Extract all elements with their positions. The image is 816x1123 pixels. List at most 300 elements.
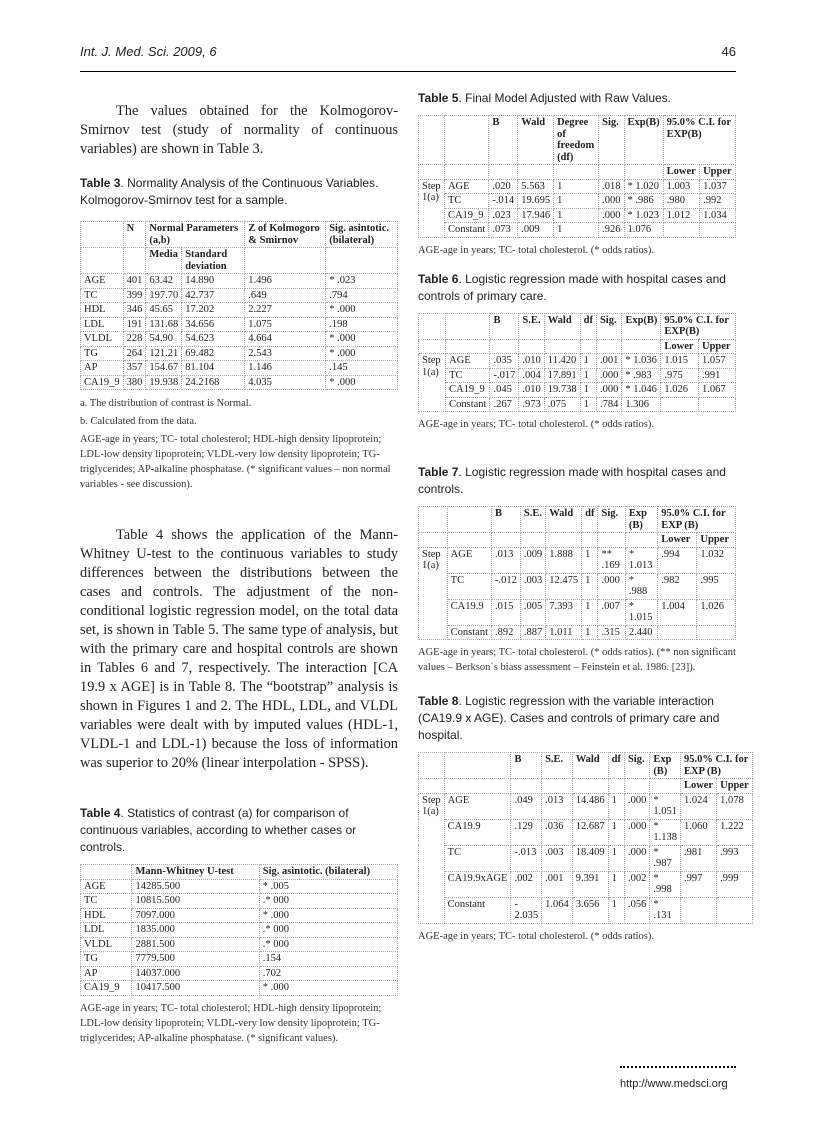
- table-cell: .000: [624, 845, 649, 871]
- table-header-cell: S.E.: [519, 313, 544, 339]
- ci-lower-header: Lower: [658, 533, 697, 548]
- table-header-row: [419, 313, 736, 339]
- table-header-cell: Exp(B): [622, 313, 661, 339]
- table-cell: 14.486: [572, 793, 608, 819]
- step-label: Step 1(a): [419, 179, 445, 237]
- table-cell: 63.42: [146, 274, 182, 289]
- table-cell: Constant: [444, 897, 511, 923]
- table-cell: 54.623: [182, 332, 245, 347]
- table-cell: 2.440: [625, 625, 657, 640]
- table-cell: 154.67: [146, 361, 182, 376]
- table-row: [81, 981, 398, 996]
- table-cell: .973: [519, 397, 544, 412]
- table-header-cell: S.E.: [520, 507, 545, 533]
- table-row: [81, 288, 398, 303]
- table-cell: -.017: [490, 368, 519, 383]
- table8-caption: Table 8. Logistic regression with the variable interaction (CA19.9 x AGE). Cases and controls of primary care and hospital.: [418, 694, 720, 742]
- table-header-row: [419, 753, 753, 779]
- table-cell: * 1.051: [650, 793, 681, 819]
- table-cell: Constant: [446, 397, 490, 412]
- table-cell: .315: [598, 625, 625, 640]
- table-cell: [697, 625, 736, 640]
- table-cell: 1.076: [624, 223, 663, 238]
- table-cell: [717, 897, 753, 923]
- table-cell: 1: [608, 793, 624, 819]
- body-paragraph: Table 4 shows the application of the Mann-Whitney U-test to the continuous variables to study differences between the distributions between the cases and controls. The adjustment of the non-conditional logistic regression model, on the total data set, is shown in Table 5. The same type of analysis, but with the primary care and hospital controls are shown in Tables 6 and 7, respectively. The interaction [CA 19.9 x AGE] is in Table 8. The “bootstrap” analysis is shown in Figures 1 and 2. The HDL, LDL, and VLDL variables were dealt with by imputed values (HDL-1, VLDL-1 and LDL-1) because the loss of information was superior to 20% (linear interpolation - SPSS).: [80, 527, 398, 771]
- table-cell: LDL: [81, 317, 124, 332]
- table6: [418, 313, 736, 413]
- table-cell: 1.011: [546, 625, 582, 640]
- table-cell: .980: [663, 194, 699, 209]
- table-cell: .892: [492, 625, 521, 640]
- table-header-cell: Sig.: [599, 116, 624, 165]
- table-header-cell: Wald: [572, 753, 608, 779]
- table-cell: CA19.9xAGE: [444, 871, 511, 897]
- table-cell: 121.21: [146, 346, 182, 361]
- table-cell: * 1.046: [622, 383, 661, 398]
- table-cell: * .986: [624, 194, 663, 209]
- table-cell: [663, 223, 699, 238]
- table-cell: -.012: [492, 573, 521, 599]
- table-header-cell: Degree of freedom (df): [554, 116, 599, 165]
- table-header-cell: 95.0% C.I. for EXP(B): [661, 313, 736, 339]
- table-cell: * .988: [625, 573, 657, 599]
- table-cell: * .131: [650, 897, 681, 923]
- table-header-cell: Sig.: [624, 753, 649, 779]
- table-cell: * .005: [259, 879, 397, 894]
- table3-note-a: a. The distribution of contrast is Normal.: [80, 398, 252, 409]
- table-cell: .003: [520, 573, 545, 599]
- table-cell: 191: [123, 317, 146, 332]
- table-cell: AGE: [444, 179, 488, 194]
- table-cell: 1: [608, 845, 624, 871]
- table-cell: 9.391: [572, 871, 608, 897]
- table-header-cell: df: [582, 507, 598, 533]
- table-header-cell: B: [490, 313, 519, 339]
- table-cell: 10815.500: [132, 894, 259, 909]
- table-cell: [658, 625, 697, 640]
- table8-footnote: AGE-age in years; TC- total cholesterol. (* odds ratios).: [418, 930, 654, 942]
- table-cell: 1: [554, 223, 599, 238]
- table-cell: .023: [489, 208, 518, 223]
- table-cell: .003: [542, 845, 573, 871]
- table-cell: 357: [123, 361, 146, 376]
- table-cell: * .000: [326, 332, 398, 347]
- table-cell: AGE: [447, 547, 491, 573]
- left-column: [80, 102, 398, 1046]
- table-cell: .009: [520, 547, 545, 573]
- table-cell: * .000: [259, 981, 397, 996]
- table5: [418, 115, 736, 238]
- intro-paragraph: The values obtained for the Kolmogorov-Smirnov test (study of normality of continuous variables) are shown in Table 3.: [80, 103, 398, 157]
- table-cell: 18.409: [572, 845, 608, 871]
- table-cell: 7097.000: [132, 908, 259, 923]
- table-row: [81, 923, 398, 938]
- table-header-row: [419, 116, 736, 165]
- table-cell: * 1.036: [622, 354, 661, 369]
- table-cell: AGE: [81, 274, 124, 289]
- table-cell: VLDL: [81, 937, 132, 952]
- table-row: [419, 383, 736, 398]
- table-cell: TC: [446, 368, 490, 383]
- table-cell: 399: [123, 288, 146, 303]
- table-cell: 1.037: [700, 179, 736, 194]
- table-cell: TG: [81, 952, 132, 967]
- table-cell: 1.034: [700, 208, 736, 223]
- ci-lower-header: Lower: [663, 165, 699, 180]
- table-cell: .002: [624, 871, 649, 897]
- table-cell: .056: [624, 897, 649, 923]
- table-cell: .013: [542, 793, 573, 819]
- table-cell: .000: [599, 194, 624, 209]
- table-cell: CA19.9: [447, 599, 491, 625]
- table6-caption: Table 6. Logistic regression made with hospital cases and controls of primary care.: [418, 271, 726, 303]
- table-cell: 1.146: [245, 361, 326, 376]
- table-header-cell: Sig.: [598, 507, 625, 533]
- table-header-cell: df: [608, 753, 624, 779]
- footer-rule: [620, 1066, 736, 1068]
- table-cell: 1.060: [680, 819, 716, 845]
- table-cell: VLDL: [81, 332, 124, 347]
- table-cell: .982: [658, 573, 697, 599]
- table3-note-b: b. Calculated from the data.: [80, 416, 197, 427]
- table-cell: 1.496: [245, 274, 326, 289]
- table-cell: 14.890: [182, 274, 245, 289]
- table-cell: 380: [123, 375, 146, 390]
- table-cell: 24.2168: [182, 375, 245, 390]
- table-cell: .018: [599, 179, 624, 194]
- table-cell: .* 000: [259, 923, 397, 938]
- table-cell: .997: [680, 871, 716, 897]
- table-cell: 45.65: [146, 303, 182, 318]
- table-cell: .702: [259, 966, 397, 981]
- table-cell: .129: [511, 819, 542, 845]
- table-row: [81, 332, 398, 347]
- table-row: [81, 937, 398, 952]
- table-cell: 54.90: [146, 332, 182, 347]
- table-cell: 42.737: [182, 288, 245, 303]
- table-cell: .784: [596, 397, 621, 412]
- table-cell: 14037.000: [132, 966, 259, 981]
- ci-upper-header: Upper: [700, 165, 736, 180]
- table-cell: 1: [608, 897, 624, 923]
- table-cell: 69.482: [182, 346, 245, 361]
- ci-upper-header: Upper: [697, 533, 736, 548]
- table-cell: * 1.023: [624, 208, 663, 223]
- table-cell: 1.015: [661, 354, 699, 369]
- table-header-row: [419, 507, 736, 533]
- table-cell: .995: [697, 573, 736, 599]
- table-row: [81, 317, 398, 332]
- table-header-row: [419, 339, 736, 354]
- table-cell: .999: [717, 871, 753, 897]
- table-cell: AGE: [446, 354, 490, 369]
- table-cell: .267: [490, 397, 519, 412]
- table-cell: CA19.9: [444, 819, 511, 845]
- table-row: [81, 952, 398, 967]
- table-cell: 197.70: [146, 288, 182, 303]
- table-cell: 2.227: [245, 303, 326, 318]
- table-cell: CA19_9: [444, 208, 488, 223]
- table-cell: .007: [598, 599, 625, 625]
- table-cell: 1.057: [699, 354, 736, 369]
- table-cell: .887: [520, 625, 545, 640]
- table-row: [81, 346, 398, 361]
- table-header-row: [419, 165, 736, 180]
- table-cell: .001: [596, 354, 621, 369]
- table-cell: [661, 397, 699, 412]
- table-row: [419, 793, 753, 819]
- table-cell: * 1.138: [650, 819, 681, 845]
- table-cell: 264: [123, 346, 146, 361]
- table-cell: 14285.500: [132, 879, 259, 894]
- table5-caption: Table 5. Final Model Adjusted with Raw Values.: [418, 91, 672, 105]
- table-cell: CA19_9: [81, 375, 124, 390]
- table-cell: .154: [259, 952, 397, 967]
- table-header-cell: 95.0% C.I. for EXP(B): [663, 116, 735, 165]
- table-header-cell: Sig.: [596, 313, 621, 339]
- table-cell: .145: [326, 361, 398, 376]
- table3: N Normal Parameters (a,b) Z of Kolmogoro & Smirnov Sig. asintotic. (bilateral) Media Standard deviation AGE 401 63.42 14.890 1.496 * .023 TC 399 197.70 42.737 .649 .794 HDL 346 45.65 17.202 2.227 * .000 LDL 191 131.68 34.656 1.075 .198 VLDL 228 54.90 54.623 4.664 * .000 TG 264 121.21 69.482 2.543 * .000 AP 357 154.67 81.104 1.146 .145 CA19_9 380 19.938 24.2168 4.035 * .000: [80, 221, 398, 390]
- right-column: [418, 90, 749, 944]
- table-cell: * 1.013: [625, 547, 657, 573]
- table-cell: 1.075: [245, 317, 326, 332]
- table-cell: 12.687: [572, 819, 608, 845]
- ci-lower-header: Lower: [661, 339, 699, 354]
- table-cell: 5.563: [518, 179, 554, 194]
- table-cell: .991: [699, 368, 736, 383]
- table-cell: 1.222: [717, 819, 753, 845]
- table-cell: * .000: [259, 908, 397, 923]
- table-cell: 1: [582, 599, 598, 625]
- table-cell: .002: [511, 871, 542, 897]
- table-cell: 1: [580, 383, 596, 398]
- table-cell: 1: [608, 819, 624, 845]
- table-row: [81, 908, 398, 923]
- table3-caption: Table 3. Normality Analysis of the Continuous Variables. Kolmogorov-Smirnov test for a sample.: [80, 176, 379, 207]
- table-cell: 4.664: [245, 332, 326, 347]
- table-row: [81, 894, 398, 909]
- ci-upper-header: Upper: [699, 339, 736, 354]
- table-cell: .975: [661, 368, 699, 383]
- table-row: [419, 208, 736, 223]
- table-header-cell: B: [489, 116, 518, 165]
- table-cell: 1: [554, 179, 599, 194]
- table-cell: 1.078: [717, 793, 753, 819]
- table-cell: AGE: [444, 793, 511, 819]
- table-cell: * .000: [326, 346, 398, 361]
- table-cell: 131.68: [146, 317, 182, 332]
- table-cell: Constant: [444, 223, 488, 238]
- table4: Mann-Whitney U-test Sig. asintotic. (bilateral) AGE 14285.500 * .005 TC 10815.500 .* 000 HDL 7097.000 * .000 LDL 1835.000 .* 000 VLDL 2881.500 .* 000 TG 7779.500 .154 AP 14037.000 .702 CA19_9 10417.500 * .000: [80, 864, 398, 996]
- table-cell: 1.026: [661, 383, 699, 398]
- table-row: [419, 897, 753, 923]
- table-header-cell: S.E.: [542, 753, 573, 779]
- table-cell: .198: [326, 317, 398, 332]
- table-cell: 12.475: [546, 573, 582, 599]
- table-cell: * .000: [326, 375, 398, 390]
- table-row: [81, 361, 398, 376]
- table-cell: 1: [582, 625, 598, 640]
- table-row: [419, 397, 736, 412]
- table-cell: 19.738: [544, 383, 580, 398]
- table-header-cell: Exp(B): [624, 116, 663, 165]
- table4-footnote: AGE-age in years; TC- total cholesterol; HDL-high density lipoprotein; LDL-low density lipoprotein; VLDL-very low density lipoprotein; TG-triglycerides; AP-alkaline phosphatase. (* significant values).: [80, 1002, 382, 1044]
- table-cell: .992: [700, 194, 736, 209]
- step-label: Step 1(a): [419, 354, 446, 412]
- table-cell: .993: [717, 845, 753, 871]
- table-cell: 346: [123, 303, 146, 318]
- table-cell: .000: [624, 793, 649, 819]
- table-cell: TC: [444, 845, 511, 871]
- table-cell: 1.032: [697, 547, 736, 573]
- table-header-cell: B: [511, 753, 542, 779]
- table-row: [81, 274, 398, 289]
- table4-caption: Table 4. Statistics of contrast (a) for comparison of continuous variables, according to whether cases or controls.: [80, 806, 357, 854]
- table-cell: .000: [624, 819, 649, 845]
- table-cell: .000: [599, 208, 624, 223]
- table-cell: 7.393: [546, 599, 582, 625]
- table-cell: AP: [81, 361, 124, 376]
- table-header-cell: df: [580, 313, 596, 339]
- table-cell: .010: [519, 354, 544, 369]
- table-row: [419, 179, 736, 194]
- table-cell: .045: [490, 383, 519, 398]
- ci-upper-header: Upper: [717, 779, 753, 794]
- table-cell: 228: [123, 332, 146, 347]
- table6-footnote: AGE-age in years; TC- total cholesterol. (* odds ratios).: [418, 419, 654, 430]
- table-cell: -.013: [511, 845, 542, 871]
- table-row: [81, 303, 398, 318]
- table-cell: Constant: [447, 625, 491, 640]
- table-cell: 1: [608, 871, 624, 897]
- table-row: [81, 375, 398, 390]
- table-cell: - 2.035: [511, 897, 542, 923]
- table-cell: 7779.500: [132, 952, 259, 967]
- table-cell: ** .169: [598, 547, 625, 573]
- table-cell: TC: [81, 894, 132, 909]
- table-header-cell: Wald: [546, 507, 582, 533]
- ci-lower-header: Lower: [680, 779, 716, 794]
- table-cell: * .983: [622, 368, 661, 383]
- table-row: [419, 194, 736, 209]
- table-row: [419, 625, 736, 640]
- table-header-cell: Exp (B): [625, 507, 657, 533]
- table-cell: 1.064: [542, 897, 573, 923]
- table-row: [81, 966, 398, 981]
- table-cell: 1: [554, 194, 599, 209]
- table-header-cell: B: [492, 507, 521, 533]
- table-cell: .010: [519, 383, 544, 398]
- table-header-cell: Wald: [544, 313, 580, 339]
- table-cell: [700, 223, 736, 238]
- table-cell: .001: [542, 871, 573, 897]
- table-row: [419, 845, 753, 871]
- header-rule: [80, 71, 736, 72]
- table-row: [419, 547, 736, 573]
- table-row: [419, 368, 736, 383]
- table-cell: 4.035: [245, 375, 326, 390]
- footer-url: http://www.medsci.org: [620, 1078, 728, 1090]
- table-cell: HDL: [81, 908, 132, 923]
- table-cell: * .000: [326, 303, 398, 318]
- table7: [418, 506, 736, 640]
- table-cell: * .987: [650, 845, 681, 871]
- table-cell: 1.026: [697, 599, 736, 625]
- table-cell: * 1.015: [625, 599, 657, 625]
- table-cell: TC: [447, 573, 491, 599]
- table3-footnote: AGE-age in years; TC- total cholesterol; HDL-high density lipoprotein; LDL-low density lipoprotein; VLDL-very low density lipoprotein; TG-triglycerides; AP-alkaline phosphatase. (* significant values – non normal variables - see discussion).: [80, 434, 391, 490]
- table-cell: 11.420: [544, 354, 580, 369]
- table-cell: .005: [520, 599, 545, 625]
- table-header-row: [419, 779, 753, 794]
- table-cell: .049: [511, 793, 542, 819]
- table-cell: 1.888: [546, 547, 582, 573]
- table-row: [419, 871, 753, 897]
- table-cell: 2.543: [245, 346, 326, 361]
- table-cell: .794: [326, 288, 398, 303]
- table-cell: .013: [492, 547, 521, 573]
- step-label: Step 1(a): [419, 793, 445, 923]
- table-header-cell: Exp (B): [650, 753, 681, 779]
- table-cell: [680, 897, 716, 923]
- table-cell: 19.695: [518, 194, 554, 209]
- table-header-cell: 95.0% C.I. for EXP (B): [680, 753, 752, 779]
- table-cell: 19.938: [146, 375, 182, 390]
- table-cell: 1.067: [699, 383, 736, 398]
- table-cell: .020: [489, 179, 518, 194]
- table-cell: * .023: [326, 274, 398, 289]
- table-header-cell: Wald: [518, 116, 554, 165]
- table-cell: .649: [245, 288, 326, 303]
- table-cell: 1: [580, 397, 596, 412]
- table-cell: AGE: [81, 879, 132, 894]
- table-cell: 17.946: [518, 208, 554, 223]
- table7-caption: Table 7. Logistic regression made with hospital cases and controls.: [418, 465, 726, 496]
- table-cell: .036: [542, 819, 573, 845]
- table-cell: 1: [554, 208, 599, 223]
- table-cell: .004: [519, 368, 544, 383]
- table-cell: .000: [598, 573, 625, 599]
- table-row: [419, 354, 736, 369]
- table-cell: 10417.500: [132, 981, 259, 996]
- table-cell: .075: [544, 397, 580, 412]
- table-cell: 1.024: [680, 793, 716, 819]
- table7-footnote: AGE-age in years; TC- total cholesterol. (* odds ratios). (** non significant values – Berkson´s biass assessment – Feinstein et al. 1986. [23]).: [418, 647, 736, 673]
- table-cell: .* 000: [259, 937, 397, 952]
- table-cell: 1.012: [663, 208, 699, 223]
- table-cell: .000: [596, 383, 621, 398]
- table-cell: CA19_9: [81, 981, 132, 996]
- table-cell: 1: [580, 354, 596, 369]
- table-cell: AP: [81, 966, 132, 981]
- table-cell: TC: [444, 194, 488, 209]
- table-cell: 1: [582, 573, 598, 599]
- table-row: [419, 573, 736, 599]
- table-cell: * .998: [650, 871, 681, 897]
- table-cell: 1.004: [658, 599, 697, 625]
- table-cell: .073: [489, 223, 518, 238]
- table-cell: .* 000: [259, 894, 397, 909]
- table-cell: 1.003: [663, 179, 699, 194]
- table-cell: TC: [81, 288, 124, 303]
- table-cell: .981: [680, 845, 716, 871]
- table-cell: 401: [123, 274, 146, 289]
- table-cell: .926: [599, 223, 624, 238]
- table-cell: .035: [490, 354, 519, 369]
- table-row: [419, 223, 736, 238]
- table-header-cell: 95.0% C.I. for EXP (B): [658, 507, 736, 533]
